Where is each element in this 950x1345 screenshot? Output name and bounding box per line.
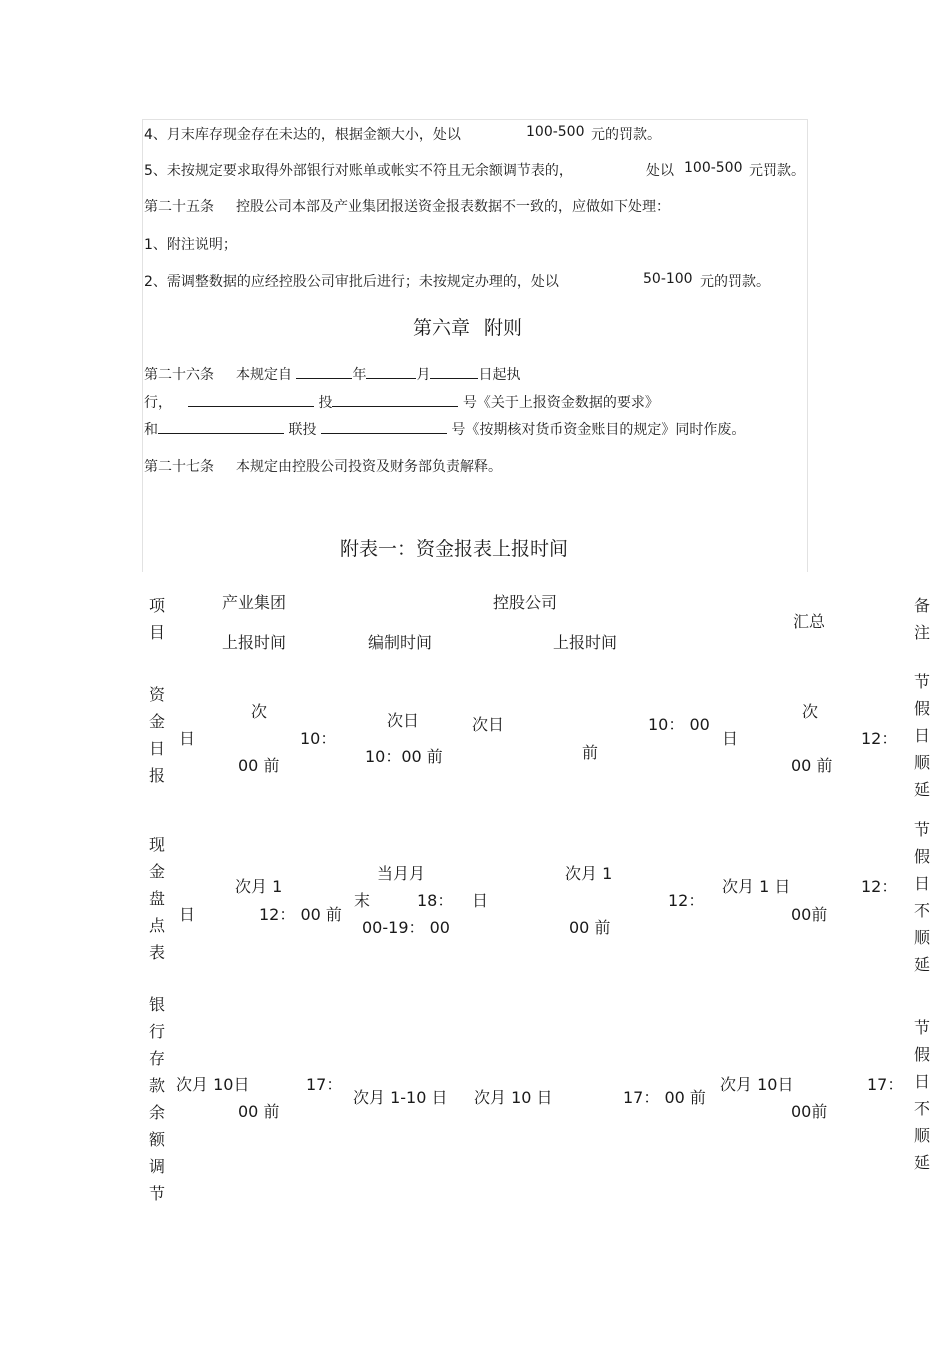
header-industry-group: 产业集团 [222, 593, 287, 612]
article-26-line-3 [144, 419, 745, 439]
article-25-title: 第二十五条 [144, 199, 214, 215]
row-cell: 次日 [387, 711, 420, 730]
penalty-item-4-amount: 100-500 [526, 124, 585, 140]
article-25-item-2-unit: 元的罚款。 [700, 274, 770, 290]
article-26-line-2-start: 行， [144, 395, 172, 411]
penalty-item-4 [144, 124, 461, 144]
day-label: 日起执 [478, 367, 521, 383]
row-cell: 17： [867, 1075, 904, 1094]
year-label: 年 [352, 367, 367, 383]
penalty-item-5-unit: 元罚款。 [749, 163, 805, 179]
row-cell: 00 前 [569, 918, 611, 937]
row-cell: 日 [722, 729, 739, 748]
row-cell: 12： [861, 877, 898, 896]
row-cell: 当月月 [377, 864, 426, 883]
row-cell: 次月 1 [235, 877, 283, 896]
row-cell: 次月 1 日 [722, 877, 791, 896]
row-remark: 节假日顺延 [913, 672, 930, 799]
header-summary: 汇总 [793, 612, 826, 631]
article-25-text: 控股公司本部及产业集团报送资金报表数据不一致的，应做如下处理： [236, 199, 670, 215]
penalty-item-4-unit: 元的罚款。 [591, 127, 661, 143]
row-item: 资金日报 [148, 685, 165, 785]
penalty-item-5-prefix: 处以 [646, 163, 674, 179]
month-label: 月 [416, 367, 431, 383]
row-cell: 次月 1 [565, 864, 613, 883]
chapter-heading [413, 313, 522, 340]
row-cell: 日 [179, 905, 196, 924]
article-26-line-2-ref: 号《关于上报资金数据的要求》 [462, 395, 659, 411]
row-cell: 00-19： 00 [362, 918, 450, 937]
row-cell: 日 [472, 891, 489, 910]
row-cell: 10：00 前 [365, 747, 443, 766]
article-25-item-2-text: 2、需调整数据的应经控股公司审批后进行；未按规定办理的，处以 [144, 274, 559, 290]
header-holding-report-time: 上报时间 [553, 633, 618, 652]
row-cell: 10： [300, 729, 337, 748]
penalty-item-5-text: 5、未按规定要求取得外部银行对账单或帐实不符且无余额调节表的， [144, 163, 573, 179]
row-cell: 次日 [472, 715, 505, 734]
row-cell: 日 [179, 729, 196, 748]
row-cell: 00 前 [238, 756, 280, 775]
row-cell: 00前 [791, 1102, 828, 1121]
row-cell: 18： [417, 891, 454, 910]
article-26-line-2-prefix: 投 [318, 395, 333, 411]
row-item: 银行存款余额调节 [148, 995, 165, 1203]
month-blank [366, 364, 416, 379]
article-25-item-1: 1、附注说明； [144, 237, 237, 253]
chapter-number: 第六章 [413, 317, 471, 339]
day-blank [430, 364, 478, 379]
row-cell: 次 [251, 702, 268, 721]
row-cell: 次月 10日 [720, 1075, 794, 1094]
article-26-line-3-ref: 号《按期核对货币资金账目的规定》同时作废。 [451, 422, 746, 438]
row-cell: 次月 1-10 日 [353, 1088, 448, 1107]
row-cell: 12： [861, 729, 898, 748]
row-cell: 次 [802, 702, 819, 721]
row-cell: 17： 00 前 [623, 1088, 706, 1107]
article-26-line-3-start: 和 [144, 422, 158, 438]
doc-number-blank-4 [321, 419, 447, 434]
row-cell: 17： [306, 1075, 343, 1094]
row-cell: 前 [582, 743, 599, 762]
frame-top-border [142, 119, 807, 120]
article-27-text: 本规定由控股公司投资及财务部负责解释。 [236, 459, 502, 475]
doc-number-blank-2 [332, 392, 458, 407]
header-industry-report-time: 上报时间 [222, 633, 287, 652]
header-holding-compile-time: 编制时间 [368, 633, 433, 652]
row-cell: 末 [354, 891, 371, 910]
article-26-line-3-prefix: 联投 [288, 422, 317, 438]
row-cell: 00 前 [791, 756, 833, 775]
frame-left-border [142, 119, 143, 572]
row-remark: 节假日不顺延 [913, 820, 930, 974]
header-remark: 备注 [913, 596, 930, 642]
penalty-item-4-text: 4、月末库存现金存在未达的，根据金额大小，处以 [144, 127, 461, 143]
row-cell: 次月 10 日 [474, 1088, 553, 1107]
row-cell: 12： 00 前 [259, 905, 342, 924]
frame-right-border [807, 119, 808, 572]
chapter-name: 附则 [484, 317, 523, 339]
row-cell: 00 前 [238, 1102, 280, 1121]
year-blank [296, 364, 352, 379]
row-remark: 节假日不顺延 [913, 1018, 930, 1172]
article-26-lead: 本规定自 [236, 367, 292, 383]
row-cell: 12： [668, 891, 705, 910]
penalty-item-5-amount: 100-500 [684, 160, 743, 176]
article-27-title: 第二十七条 [144, 459, 214, 475]
article-26-title: 第二十六条 [144, 367, 214, 383]
appendix-title: 附表一：资金报表上报时间 [340, 538, 569, 560]
row-item: 现金盘点表 [148, 835, 165, 962]
article-25-item-2-amount: 50-100 [643, 271, 693, 287]
row-cell: 00前 [791, 905, 828, 924]
doc-number-blank-3 [158, 419, 284, 434]
row-cell: 10： 00 [648, 715, 710, 734]
header-item: 项目 [148, 596, 165, 642]
article-26-line-2 [144, 392, 659, 412]
doc-number-blank-1 [188, 392, 314, 407]
row-cell: 次月 10日 [176, 1075, 250, 1094]
header-holding-company: 控股公司 [493, 593, 558, 612]
article-26-line-1 [236, 364, 520, 384]
